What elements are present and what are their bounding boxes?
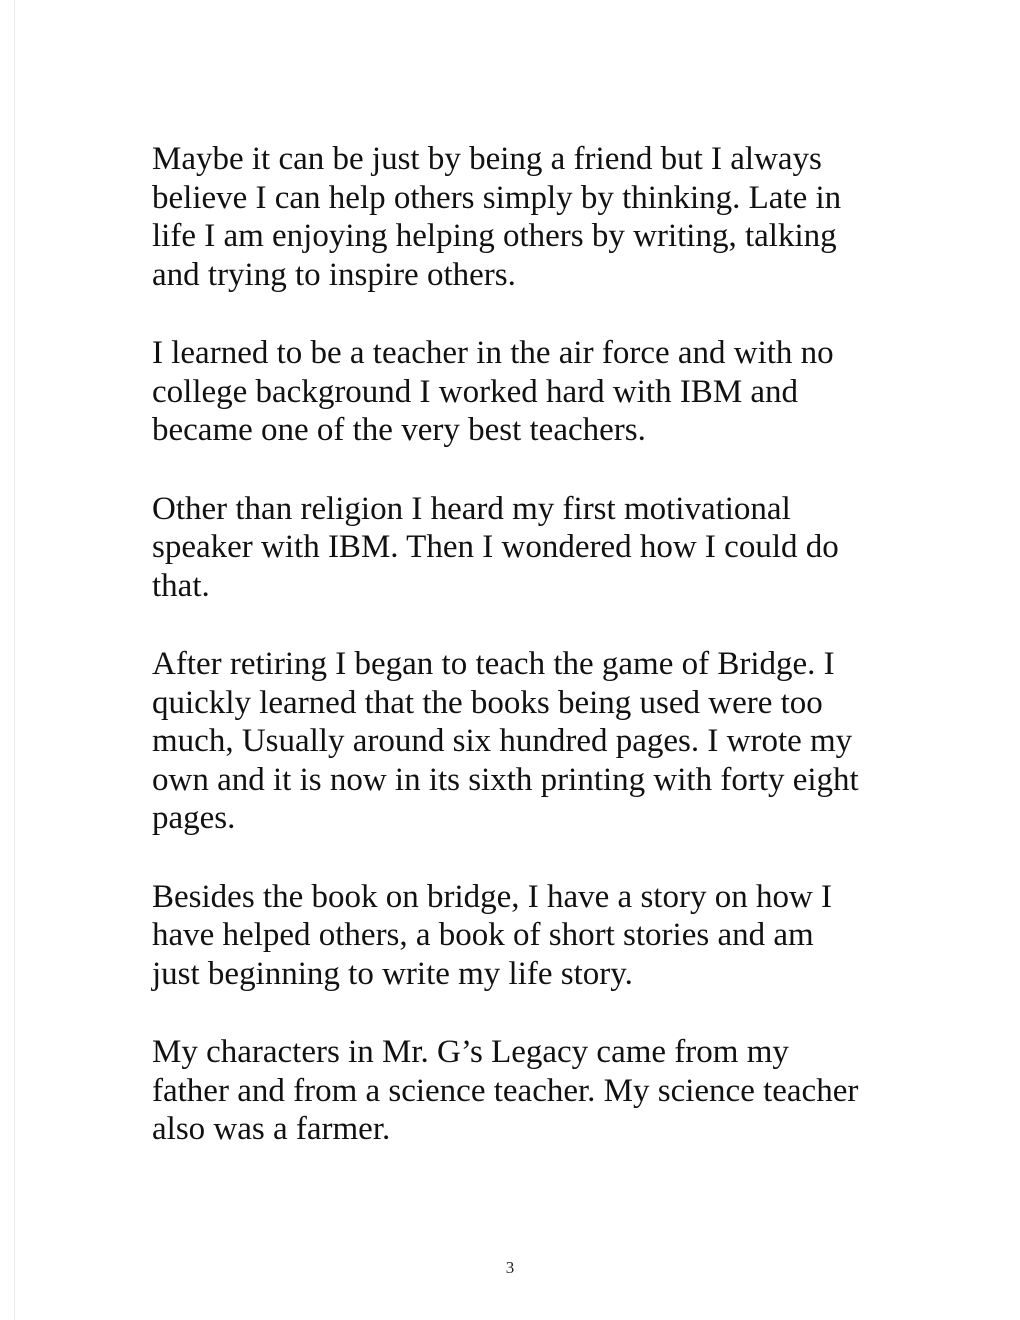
text-line: own and it is now in its sixth printing with forty eight <box>152 761 859 798</box>
text-line: just beginning to write my life story. <box>152 955 633 992</box>
text-line: also was a farmer. <box>152 1111 391 1147</box>
paragraph-2 <box>152 334 892 450</box>
text-line: that. <box>152 567 210 604</box>
body-text <box>152 140 892 1189</box>
text-line: became one of the very best teachers. <box>152 412 646 448</box>
text-line: My characters in Mr. G’s Legacy came from my <box>152 1034 789 1070</box>
text-line: Besides the book on bridge, I have a story on how I <box>152 878 833 915</box>
text-line: believe I can help others simply by thinking. Late in <box>152 179 842 216</box>
text-line: speaker with IBM. Then I wondered how I could do <box>152 529 839 565</box>
paragraph-1 <box>152 140 892 294</box>
paragraph-3 <box>152 490 892 606</box>
scan-edge-line <box>14 0 15 1320</box>
text-line: Other than religion I heard my first motivational <box>152 490 791 527</box>
page-number: 3 <box>505 1258 515 1277</box>
paragraph-4 <box>152 645 892 838</box>
text-line: college background I worked hard with IBM and <box>152 373 799 410</box>
paragraph-6 <box>152 1033 892 1149</box>
text-line: and trying to inspire others. <box>152 256 516 293</box>
text-line: After retiring I began to teach the game of Bridge. I <box>152 646 835 682</box>
text-line: quickly learned that the books being used were too <box>152 684 823 721</box>
text-line: Maybe it can be just by being a friend but I always <box>152 141 822 177</box>
text-line: father and from a science teacher. My science teacher <box>152 1072 859 1109</box>
paragraph-5 <box>152 878 892 994</box>
text-line: life I am enjoying helping others by writing, talking <box>152 218 837 254</box>
text-line: pages. <box>152 800 236 836</box>
text-line: have helped others, a book of short stories and am <box>152 917 814 953</box>
text-line: much, Usually around six hundred pages. I wrote my <box>152 723 853 759</box>
text-line: I learned to be a teacher in the air force and with no <box>152 335 834 371</box>
